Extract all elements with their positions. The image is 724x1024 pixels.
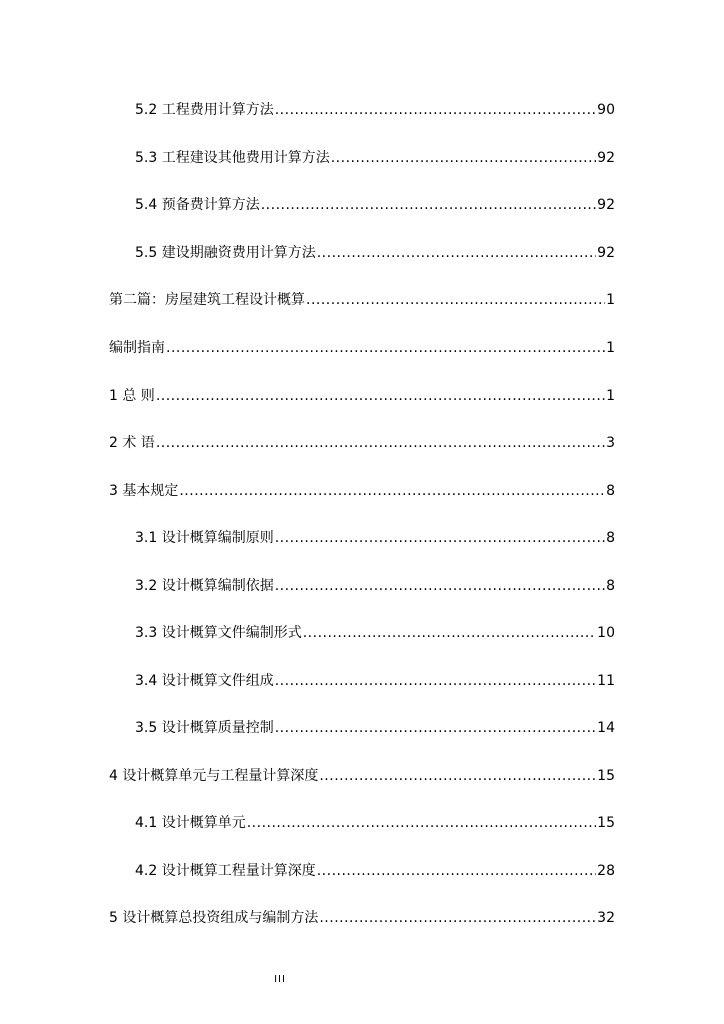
toc-entry-page: 92: [597, 197, 615, 213]
toc-entry-page: 1: [606, 388, 615, 404]
dot-leader: [156, 433, 605, 453]
toc-entry-page: 28: [597, 863, 615, 879]
toc-entry-title: 第二篇：房屋建筑工程设计概算: [109, 292, 305, 308]
page-number-footer: III: [274, 974, 286, 985]
toc-entry-page: 1: [606, 292, 615, 308]
dot-leader: [156, 386, 605, 406]
toc-entry[interactable]: [135, 861, 615, 881]
toc-entry[interactable]: [135, 623, 615, 643]
toc-entry-title: 4.2 设计概算工程量计算深度: [135, 863, 316, 879]
toc-entry-page: 15: [597, 768, 615, 784]
dot-leader: [275, 718, 596, 738]
toc-entry-page: 32: [597, 910, 615, 926]
toc-entry-title: 编制指南: [109, 340, 165, 356]
toc-entry-page: 8: [606, 530, 615, 546]
toc-entry[interactable]: [135, 195, 615, 215]
dot-leader: [261, 195, 596, 215]
toc-entry-page: 8: [606, 578, 615, 594]
dot-leader: [303, 623, 596, 643]
toc-entry-title: 4 设计概算单元与工程量计算深度: [109, 768, 319, 784]
toc-entry-title: 3.4 设计概算文件组成: [135, 673, 274, 689]
toc-entry-title: 1 总 则: [109, 388, 155, 404]
dot-leader: [247, 813, 596, 833]
toc-entry-title: 3.2 设计概算编制依据: [135, 578, 274, 594]
toc-entry[interactable]: [109, 338, 615, 358]
toc-entry[interactable]: [135, 148, 615, 168]
toc-entry-title: 3 基本规定: [109, 483, 179, 499]
dot-leader: [275, 528, 605, 548]
dot-leader: [319, 766, 596, 786]
dot-leader: [317, 243, 596, 263]
toc-entry-page: 92: [597, 150, 615, 166]
toc-entry-title: 5.5 建设期融资费用计算方法: [135, 245, 316, 261]
toc-entry[interactable]: [135, 100, 615, 120]
toc-entry-page: 14: [597, 720, 615, 736]
toc-entry-title: 3.1 设计概算编制原则: [135, 530, 274, 546]
toc-entry[interactable]: [135, 243, 615, 263]
toc-entry[interactable]: [135, 718, 615, 738]
dot-leader: [331, 148, 596, 168]
toc-entry[interactable]: [109, 908, 615, 928]
toc-entry-title: 2 术 语: [109, 435, 155, 451]
toc-entry-page: 90: [597, 102, 615, 118]
toc-entry[interactable]: [135, 813, 615, 833]
toc-entry[interactable]: [135, 576, 615, 596]
dot-leader: [275, 100, 596, 120]
toc-entry-title: 3.5 设计概算质量控制: [135, 720, 274, 736]
toc-entry[interactable]: [109, 481, 615, 501]
toc-entry-page: 15: [597, 815, 615, 831]
toc-entry[interactable]: [135, 528, 615, 548]
toc-entry-page: 92: [597, 245, 615, 261]
toc-entry-title: 5.2 工程费用计算方法: [135, 102, 274, 118]
toc-entry[interactable]: [109, 290, 615, 310]
toc-entry-title: 5.4 预备费计算方法: [135, 197, 260, 213]
toc-entry-page: 11: [597, 673, 615, 689]
toc-entry-page: 3: [606, 435, 615, 451]
toc-entry-page: 8: [606, 483, 615, 499]
dot-leader: [306, 290, 605, 310]
dot-leader: [319, 908, 596, 928]
toc-entry-title: 5.3 工程建设其他费用计算方法: [135, 150, 330, 166]
toc-entry-title: 4.1 设计概算单元: [135, 815, 246, 831]
toc-entry-page: 10: [597, 625, 615, 641]
dot-leader: [275, 671, 596, 691]
toc-entry[interactable]: [109, 433, 615, 453]
dot-leader: [275, 576, 605, 596]
toc-entry[interactable]: [109, 766, 615, 786]
toc-entry-page: 1: [606, 340, 615, 356]
dot-leader: [166, 338, 605, 358]
toc-entry-title: 5 设计概算总投资组成与编制方法: [109, 910, 319, 926]
toc-entry-title: 3.3 设计概算文件编制形式: [135, 625, 302, 641]
dot-leader: [179, 481, 605, 501]
toc-entry[interactable]: [109, 386, 615, 406]
dot-leader: [317, 861, 596, 881]
toc-entry[interactable]: [135, 671, 615, 691]
